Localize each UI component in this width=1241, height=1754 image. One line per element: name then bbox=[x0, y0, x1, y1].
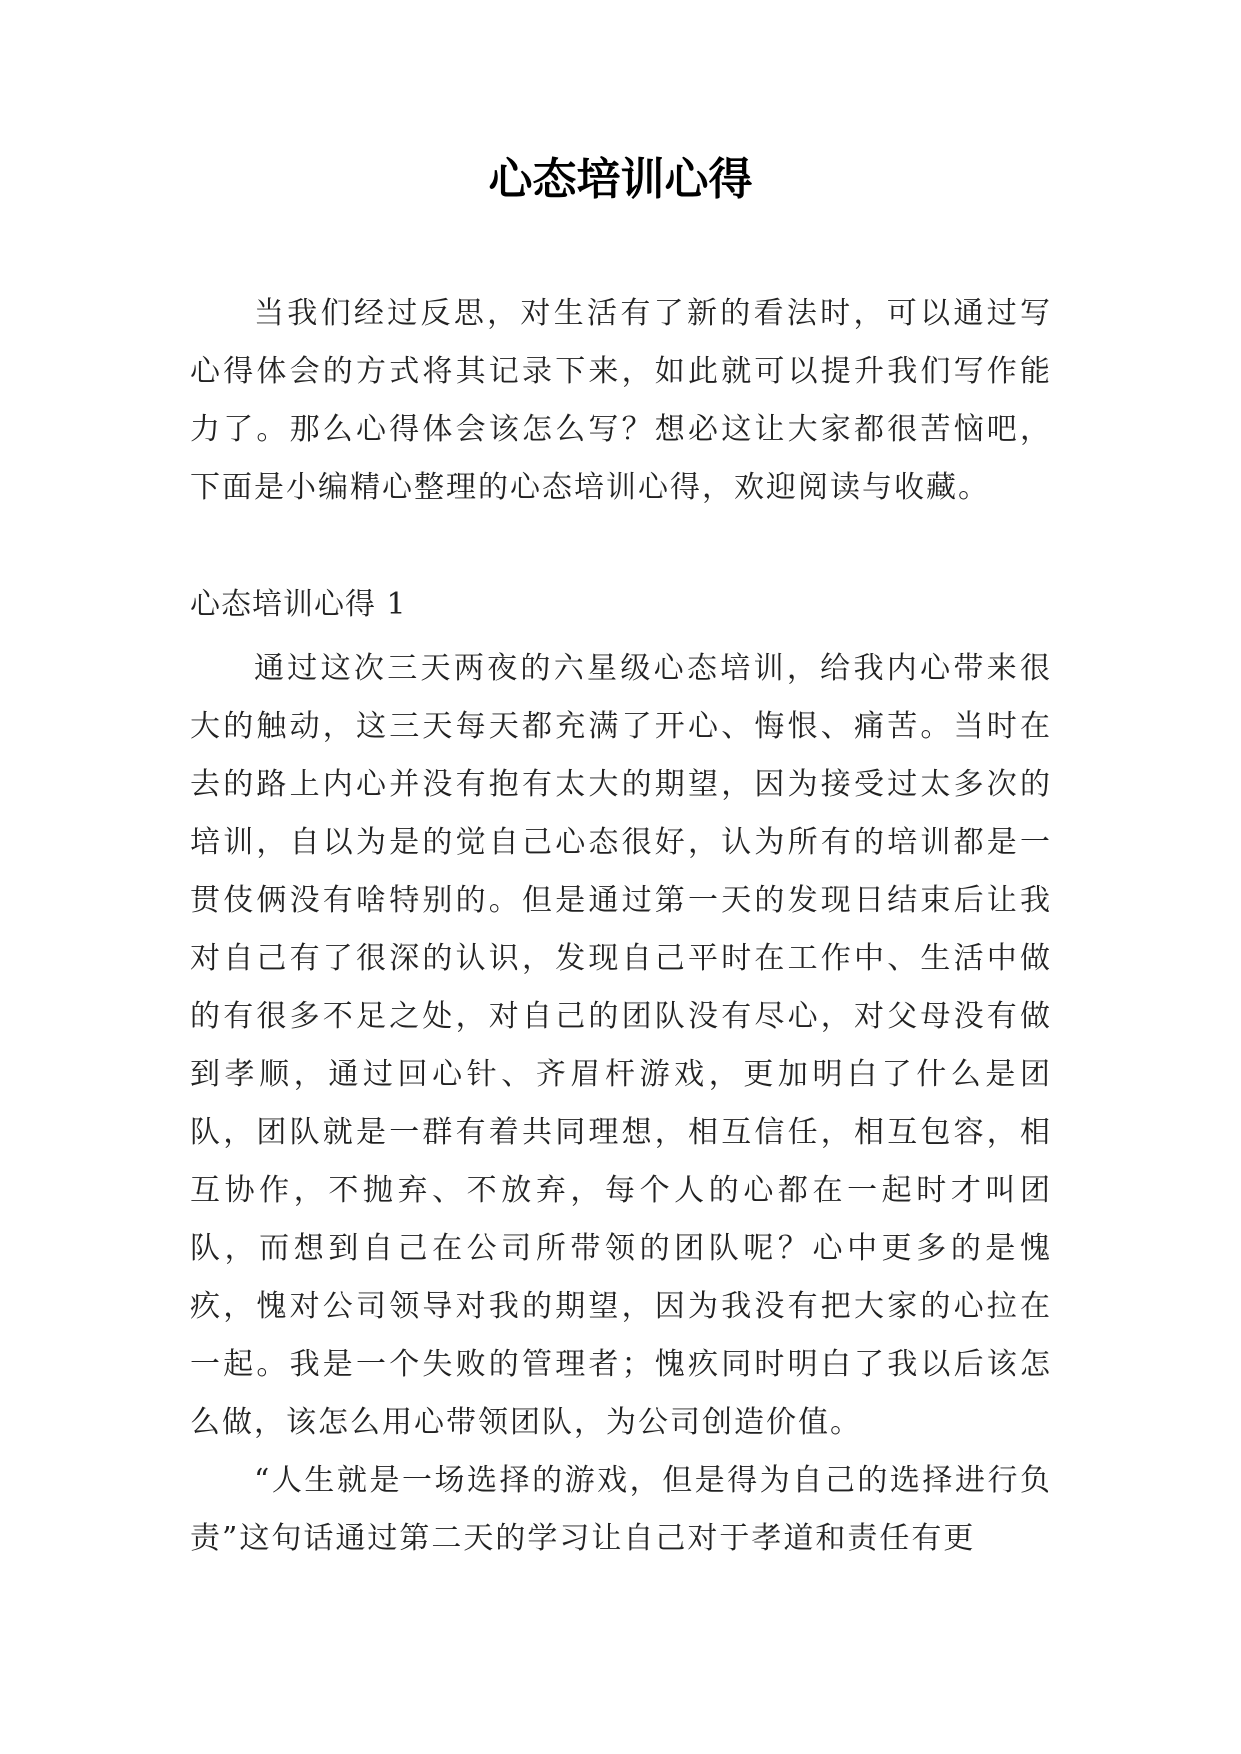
document-title: 心态培训心得 bbox=[488, 154, 753, 205]
intro-paragraph: 当我们经过反思，对生活有了新的看法时，可以通过写心得体会的方式将其记录下来，如此就可以提升我们写作能力了。那么心得体会该怎么写？想必这让大家都很苦恼吧，下面是小编精心整理的心态培训心得，欢迎阅读与收藏。 bbox=[190, 296, 1052, 505]
section-body bbox=[190, 640, 1052, 1568]
intro-block bbox=[190, 285, 1052, 517]
section-heading: 心态培训心得 1 bbox=[190, 587, 407, 622]
section-paragraph: “人生就是一场选择的游戏，但是得为自己的选择进行负责”这句话通过第二天的学习让自己对于孝道和责任有更 bbox=[190, 1463, 1052, 1556]
section-paragraph: 通过这次三天两夜的六星级心态培训，给我内心带来很大的触动，这三天每天都充满了开心、悔恨、痛苦。当时在去的路上内心并没有抱有太大的期望，因为接受过太多次的培训，自以为是的觉自己心态很好，认为所有的培训都是一贯伎俩没有啥特别的。但是通过第一天的发现日结束后让我对自己有了很深的认识，发现自己平时在工作中、生活中做的有很多不足之处，对自己的团队没有尽心，对父母没有做到孝顺，通过回心针、齐眉杆游戏，更加明白了什么是团队，团队就是一群有着共同理想，相互信任，相互包容，相互协作，不抛弃、不放弃，每个人的心都在一起时才叫团队，而想到自己在公司所带领的团队呢？心中更多的是愧疚，愧对公司领导对我的期望，因为我没有把大家的心拉在一起。我是一个失败的管理者；愧疚同时明白了我以后该怎么做，该怎么用心带领团队，为公司创造价值。 bbox=[190, 651, 1052, 1440]
